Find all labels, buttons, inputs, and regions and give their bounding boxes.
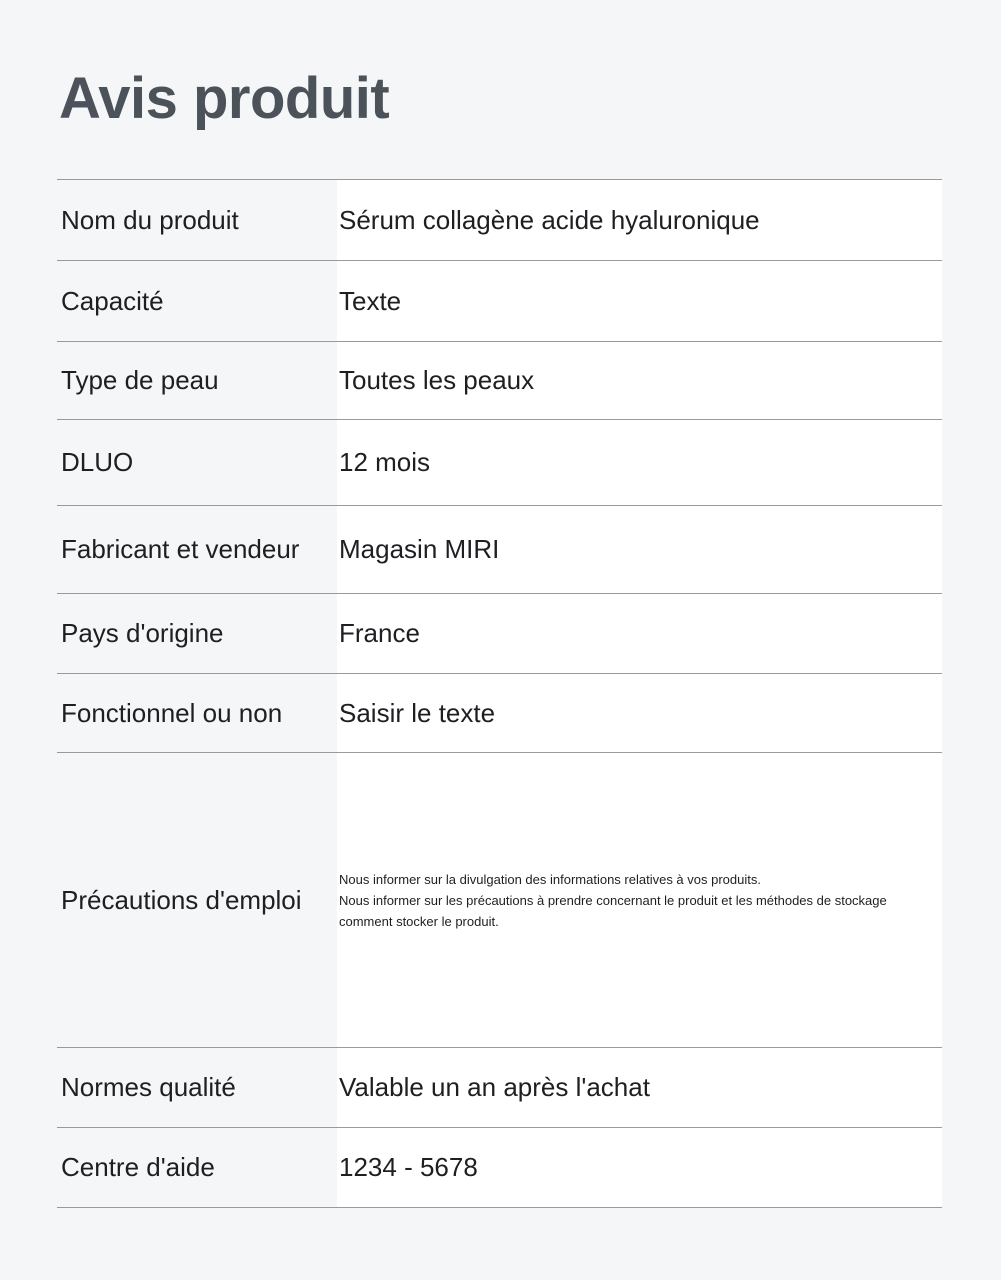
- row-value: Valable un an après l'achat: [337, 1048, 942, 1127]
- table-row-product-name: [57, 180, 942, 261]
- table-row-functional: [57, 674, 942, 753]
- table-row-help-center: [57, 1128, 942, 1208]
- precautions-line: Nous informer sur la divulgation des informations relatives à vos produits.: [339, 871, 761, 887]
- row-label: Fonctionnel ou non: [57, 674, 337, 752]
- row-label: Fabricant et vendeur: [57, 506, 337, 593]
- page-title: Avis produit: [59, 66, 390, 131]
- table-row-skin-type: [57, 342, 942, 420]
- table-row-precautions: [57, 753, 942, 1048]
- table-row-dluo: [57, 420, 942, 506]
- row-label: Pays d'origine: [57, 594, 337, 673]
- row-label: DLUO: [57, 420, 337, 505]
- table-row-capacity: [57, 261, 942, 342]
- product-info-table: [57, 179, 942, 1208]
- row-value: Saisir le texte: [337, 674, 942, 752]
- row-label: Nom du produit: [57, 180, 337, 260]
- precautions-line: comment stocker le produit.: [339, 913, 499, 929]
- precautions-text: [337, 753, 942, 1047]
- row-value: Toutes les peaux: [337, 342, 942, 419]
- row-label: Normes qualité: [57, 1048, 337, 1127]
- row-value: Texte: [337, 261, 942, 341]
- table-row-manufacturer: [57, 506, 942, 594]
- row-value: France: [337, 594, 942, 673]
- precautions-line: Nous informer sur les précautions à prendre concernant le produit et les méthodes de stockage: [339, 892, 887, 908]
- row-label: Type de peau: [57, 342, 337, 419]
- row-value: 1234 - 5678: [337, 1128, 942, 1207]
- table-row-quality-standards: [57, 1048, 942, 1128]
- row-label: Précautions d'emploi: [57, 753, 337, 1047]
- row-label: Capacité: [57, 261, 337, 341]
- row-value: Magasin MIRI: [337, 506, 942, 593]
- row-label: Centre d'aide: [57, 1128, 337, 1207]
- table-row-country-of-origin: [57, 594, 942, 674]
- row-value: 12 mois: [337, 420, 942, 505]
- row-value: Sérum collagène acide hyaluronique: [337, 180, 942, 260]
